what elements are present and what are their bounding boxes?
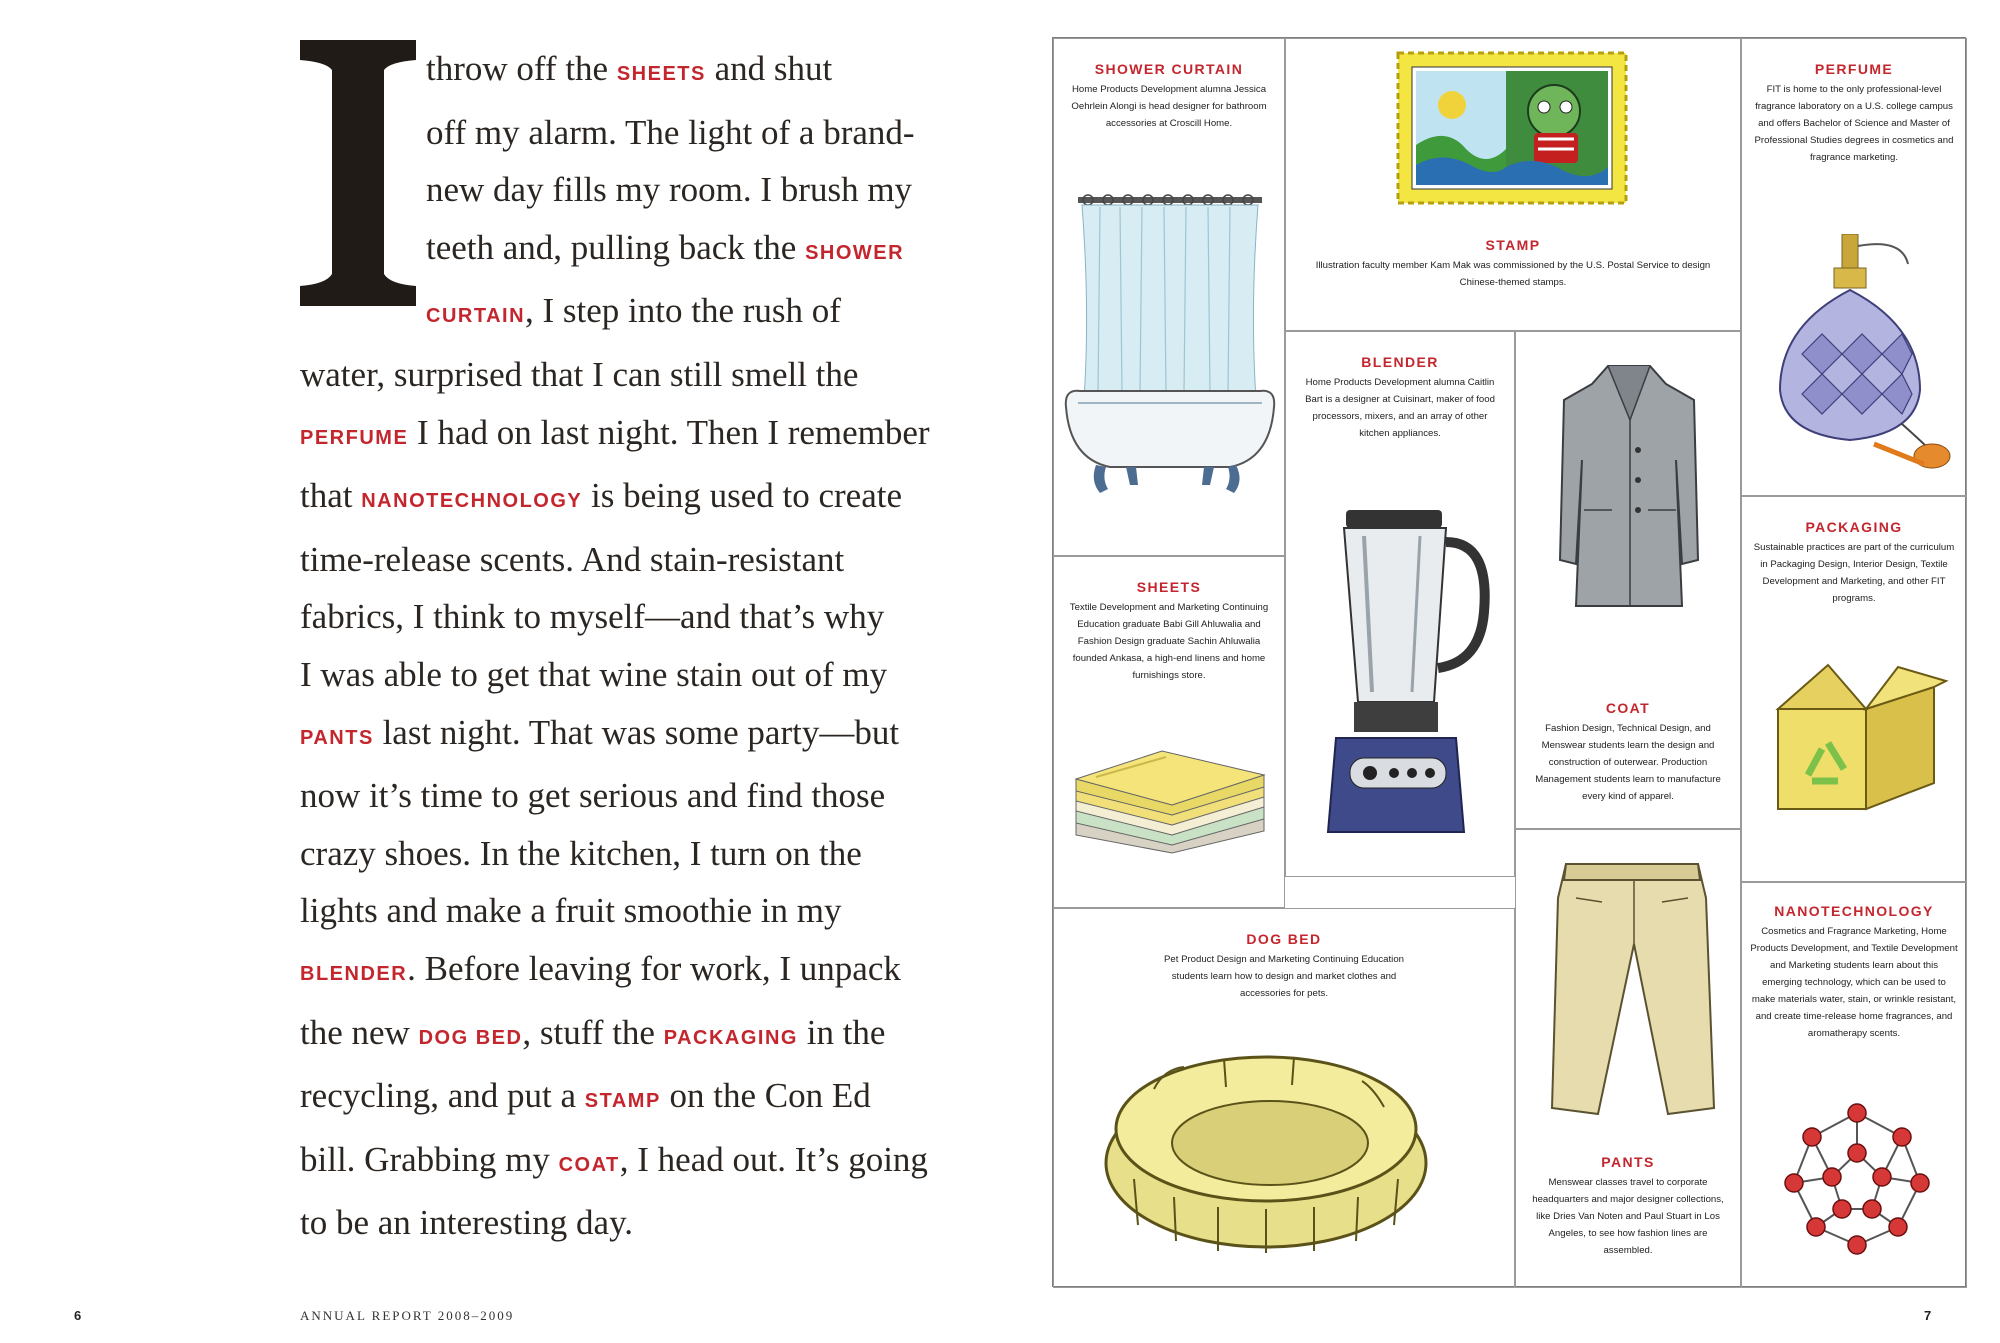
story-line <box>300 346 1000 404</box>
shower-curtain-illustration <box>1060 189 1280 519</box>
panel-nanotechnology <box>1741 882 1967 1288</box>
story-text-run: now it’s time to get serious and find those <box>300 776 886 816</box>
story-line <box>300 104 1000 162</box>
story-text-run: bill. Grabbing my <box>300 1139 559 1179</box>
story-line <box>300 404 1000 468</box>
dog-bed-illustration <box>1094 1029 1434 1259</box>
panel-title: PANTS <box>1601 1154 1655 1170</box>
story-line <box>300 531 1000 589</box>
story-line <box>300 704 1000 768</box>
panel-caption: Menswear classes travel to corporate headquarters and major designer collections, like Dries Van Noten and Paul Stuart in Los Angeles, to see how fashion lines are assembled. <box>1532 1177 1724 1256</box>
running-footer: ANNUAL REPORT 2008–2009 <box>300 1308 515 1323</box>
story-text-run: to be an interesting day. <box>300 1203 634 1243</box>
panel-title: PERFUME <box>1814 61 1894 77</box>
panel-blender <box>1285 331 1515 877</box>
story-line <box>300 882 1000 940</box>
story-text-run: in the <box>797 1012 886 1052</box>
keyword: BLENDER <box>300 962 408 985</box>
story-text-run: fabrics, I think to myself—and that’s why <box>300 597 885 637</box>
panel-caption: Home Products Development alumna Caitlin Bart is a designer at Cuisinart, maker of food processors, mixers, and an array of other kitchen appliances. <box>1305 377 1495 439</box>
story-line <box>300 40 1000 104</box>
packaging-illustration <box>1758 657 1954 817</box>
story-text-run: last night. That was some party—but <box>373 712 900 752</box>
story-text-run: I was able to get that wine stain out of my <box>300 654 888 694</box>
story-line <box>300 161 1000 219</box>
panel-title: COAT <box>1605 700 1651 716</box>
panel-stamp <box>1285 38 1741 331</box>
story-text-run: off my alarm. The light of a brand- <box>426 112 915 152</box>
keyword: PANTS <box>300 726 374 749</box>
story-line <box>300 588 1000 646</box>
panel-pants <box>1515 829 1741 1288</box>
panel-caption: Illustration faculty member Kam Mak was commissioned by the U.S. Postal Service to design Chinese-themed stamps. <box>1315 260 1711 288</box>
panel-caption: Sustainable practices are part of the curriculum in Packaging Design, Interior Design, Textile Development and Marketing, and other FIT programs. <box>1753 542 1955 604</box>
blender-illustration <box>1314 502 1494 842</box>
story-line <box>300 646 1000 704</box>
keyword: COAT <box>558 1153 620 1176</box>
panel-dog-bed <box>1053 908 1515 1288</box>
panel-perfume <box>1741 38 1967 496</box>
panel-title: SHEETS <box>1136 579 1202 595</box>
panel-sheets <box>1053 556 1285 908</box>
story-text-run: and shut <box>705 49 833 88</box>
story-line <box>300 1131 1000 1195</box>
page-number-left: 6 <box>74 1308 82 1323</box>
keyword: SHEETS <box>616 63 706 85</box>
keyword: PERFUME <box>300 426 409 449</box>
story-line <box>300 825 1000 883</box>
story-text-run: , I head out. It’s going <box>619 1139 928 1179</box>
story-text-run: throw off the <box>426 49 617 88</box>
keyword: CURTAIN <box>426 305 526 328</box>
panel-caption: Cosmetics and Fragrance Marketing, Home Products Development, and Textile Development and Marketing students learn about this emerging technology, which can be used to make materials water, stain, or wrinkle resistant, and create time-release home fragrances, and aromatherapy scents. <box>1750 926 1958 1039</box>
panel-title: DOG BED <box>1246 931 1322 947</box>
story-text-run: recycling, and put a <box>300 1076 585 1116</box>
panel-title: STAMP <box>1485 237 1541 253</box>
keyword: STAMP <box>584 1090 661 1113</box>
panel-caption: Textile Development and Marketing Continuing Education graduate Babi Gill Ahluwalia and Fashion Design graduate Sachin Ahluwalia founded Ankasa, a high-end linens and home furnishings store. <box>1069 602 1269 681</box>
product-grid <box>1052 37 1966 1287</box>
panel-title: PACKAGING <box>1805 519 1903 535</box>
keyword: PACKAGING <box>663 1026 798 1049</box>
story-line <box>300 282 1000 346</box>
panel-shower-curtain <box>1053 38 1285 556</box>
story-text-run: new day fills my room. I brush my <box>426 170 913 210</box>
story-text-run: water, surprised that I can still smell the <box>300 354 859 394</box>
story-text-run: teeth and, pulling back the <box>426 227 806 267</box>
sheets-illustration <box>1066 735 1272 855</box>
panel-title: NANOTECHNOLOGY <box>1774 903 1934 919</box>
story-text-run: crazy shoes. In the kitchen, I turn on the <box>300 833 862 873</box>
story-line <box>300 219 1000 283</box>
story-line <box>300 1194 1000 1252</box>
story-text-run: time-release scents. And stain-resistant <box>300 539 845 579</box>
story-text-run: lights and make a fruit smoothie in my <box>300 891 842 931</box>
story-line <box>300 467 1000 531</box>
nanotechnology-illustration <box>1772 1093 1942 1263</box>
story-text <box>300 40 1000 1252</box>
story-line <box>300 1004 1000 1068</box>
perfume-illustration <box>1762 234 1952 474</box>
pants-illustration <box>1542 858 1718 1128</box>
story-text-run: is being used to create <box>582 476 902 516</box>
story-text-run: the new <box>300 1012 419 1052</box>
panel-caption: FIT is home to the only professional-level fragrance laboratory on a U.S. college campus and offers Bachelor of Science and Master of Professional Studies degrees in cosmetics and fragrance marketing. <box>1754 84 1954 163</box>
story-line <box>300 767 1000 825</box>
story-text-run: on the Con Ed <box>660 1076 871 1116</box>
keyword: SHOWER <box>805 241 905 264</box>
story-text-run: . Before leaving for work, I unpack <box>407 948 901 988</box>
panel-caption: Pet Product Design and Marketing Continuing Education students learn how to design and market clothes and accessories for pets. <box>1164 954 1404 999</box>
story-text-run: that <box>300 476 362 516</box>
coat-illustration <box>1556 360 1702 612</box>
story-text-run: , I step into the rush of <box>525 291 841 331</box>
keyword: NANOTECHNOLOGY <box>361 490 583 513</box>
story-line <box>300 940 1000 1004</box>
panel-caption: Fashion Design, Technical Design, and Menswear students learn the design and construction of outerwear. Production Management students learn to manufacture every kind of apparel. <box>1535 723 1721 802</box>
story-text-run: , stuff the <box>522 1012 664 1052</box>
panel-title: SHOWER CURTAIN <box>1094 61 1244 77</box>
keyword: DOG BED <box>418 1026 523 1049</box>
story-line <box>300 1067 1000 1131</box>
stamp-illustration <box>1394 49 1630 207</box>
page-number-right: 7 <box>1924 1308 1932 1323</box>
panel-coat <box>1515 331 1741 829</box>
panel-title: BLENDER <box>1361 354 1439 370</box>
panel-packaging <box>1741 496 1967 882</box>
story-text-run: I had on last night. Then I remember <box>408 412 930 452</box>
panel-caption: Home Products Development alumna Jessica Oehrlein Alongi is head designer for bathroom accessories at Croscill Home. <box>1071 84 1267 129</box>
